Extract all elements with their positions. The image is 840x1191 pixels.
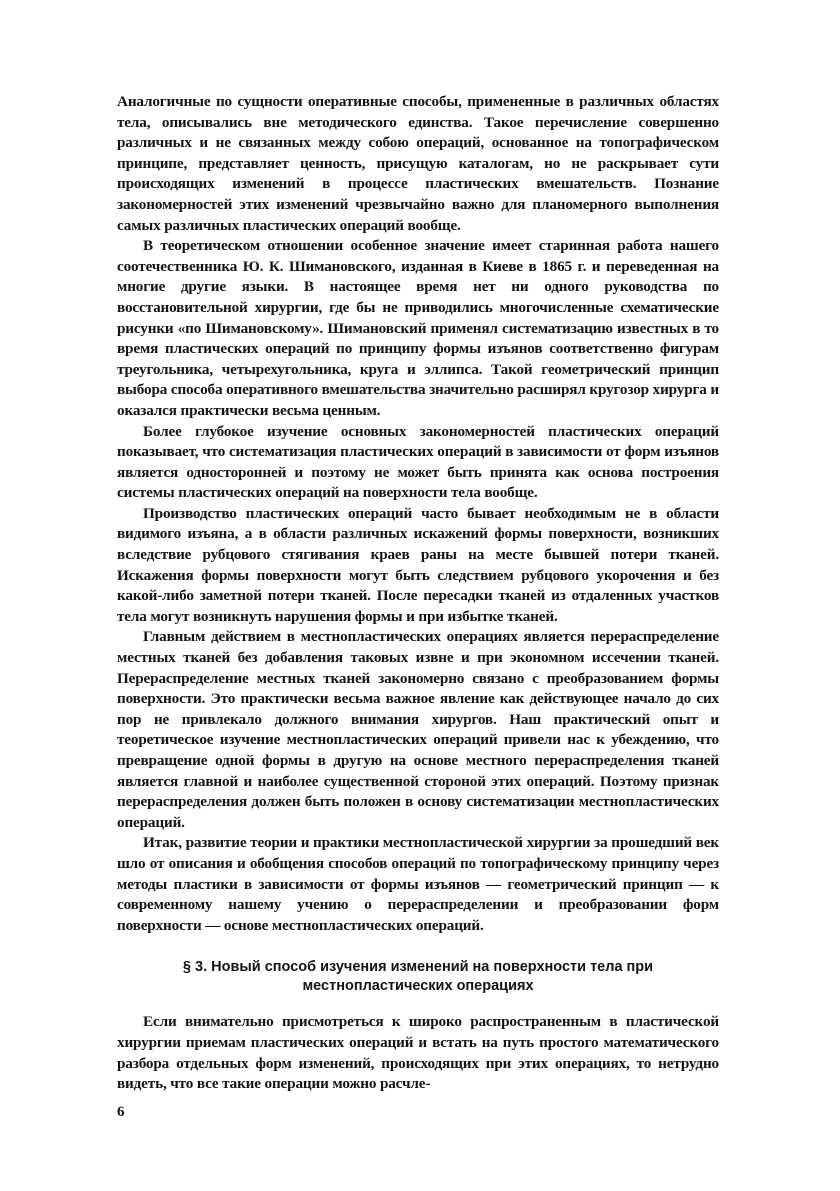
paragraph-3: Более глубокое изучение основных закономерностей пластических операций показывает, что систематизация пластических операций в зависимости от форм изъянов является односторонней и поэтому не может быть принята как основа построения системы пластических операций на поверхности тела вообще. <box>117 422 719 502</box>
paragraph-1: Аналогичные по сущности оперативные способы, примененные в различных областях тела, описывались вне методического единства. Такое перечисление совершенно различных и не связанных между собою операций, основанное на топографическом принципе, представляет ценность, присущую каталогам, но не раскрывает сути происходящих изменений в процессе пластических вмешательств. Познание закономерностей этих изменений чрезвычайно важно для планомерного выполнения самых различных пластических операций вообще. <box>117 93 719 234</box>
text-block <box>117 92 719 1095</box>
paragraph-6: Итак, развитие теории и практики местнопластической хирургии за прошедший век шло от описания и обобщения способов операций по топографическому принципу через методы пластики в зависимости от формы изъянов — геометрический принцип — к современному нашему учению о перераспределении и преобразовании форм поверхности — основе местнопластических операций. <box>117 834 719 934</box>
paragraph-2: В теоретическом отношении особенное значение имеет старинная работа нашего соотечественника Ю. К. Шимановского, изданная в Киеве в 1865 г. и переведенная на многие другие языки. В настоящее время нет ни одного руководства по восстановительной хирургии, где бы не приводились многочисленные схематические рисунки «по Шимановскому». Шимановский применял систематизацию известных в то время пластических операций по принципу формы изъянов соответственно фигурам треугольника, четырехугольника, круга и эллипса. Такой геометрический принцип выбора способа оперативного вмешательства значительно расширял кругозор хирурга и оказался практически весьма ценным. <box>117 237 719 419</box>
paragraph-5: Главным действием в местнопластических операциях является перераспределение местных тканей без добавления таковых извне и при экономном иссечении тканей. Перераспределение местных тканей закономерно связано с преобразованием формы поверхности. Это практически весьма важное явление как действующее начало до сих пор не привлекало должного внимания хирургов. Наш практический опыт и теоретическое изучение местнопластических операций привели нас к убеждению, что превращение одной формы в другую на основе местного перераспределения тканей является главной и наиболее существенной стороной этих операций. Поэтому признак перераспределения должен быть положен в основу систематизации местнопластических операций. <box>117 628 719 831</box>
section-title: § 3. Новый способ изучения изменений на поверхности тела при местнопластических операциях <box>182 959 654 995</box>
paragraph-4: Производство пластических операций часто бывает необходимым не в области видимого изъяна, а в области различных искажений формы поверхности, возникших вследствие рубцового стягивания краев раны на месте бывшей потери тканей. Искажения формы поверхности могут быть следствием рубцового укорочения и без какой-либо заметной потери тканей. После пересадки тканей из отдаленных участков тела могут возникнуть нарушения формы и при избытке тканей. <box>117 504 719 625</box>
page-number: 6 <box>117 1104 125 1120</box>
paragraph-7: Если внимательно присмотреться к широко распространенным в пластической хирургии приемам пластических операций и встать на путь простого математического разбора отдельных форм изменений, происходящих при этих операциях, то нетрудно видеть, что все такие операции можно расчле- <box>117 1013 719 1093</box>
